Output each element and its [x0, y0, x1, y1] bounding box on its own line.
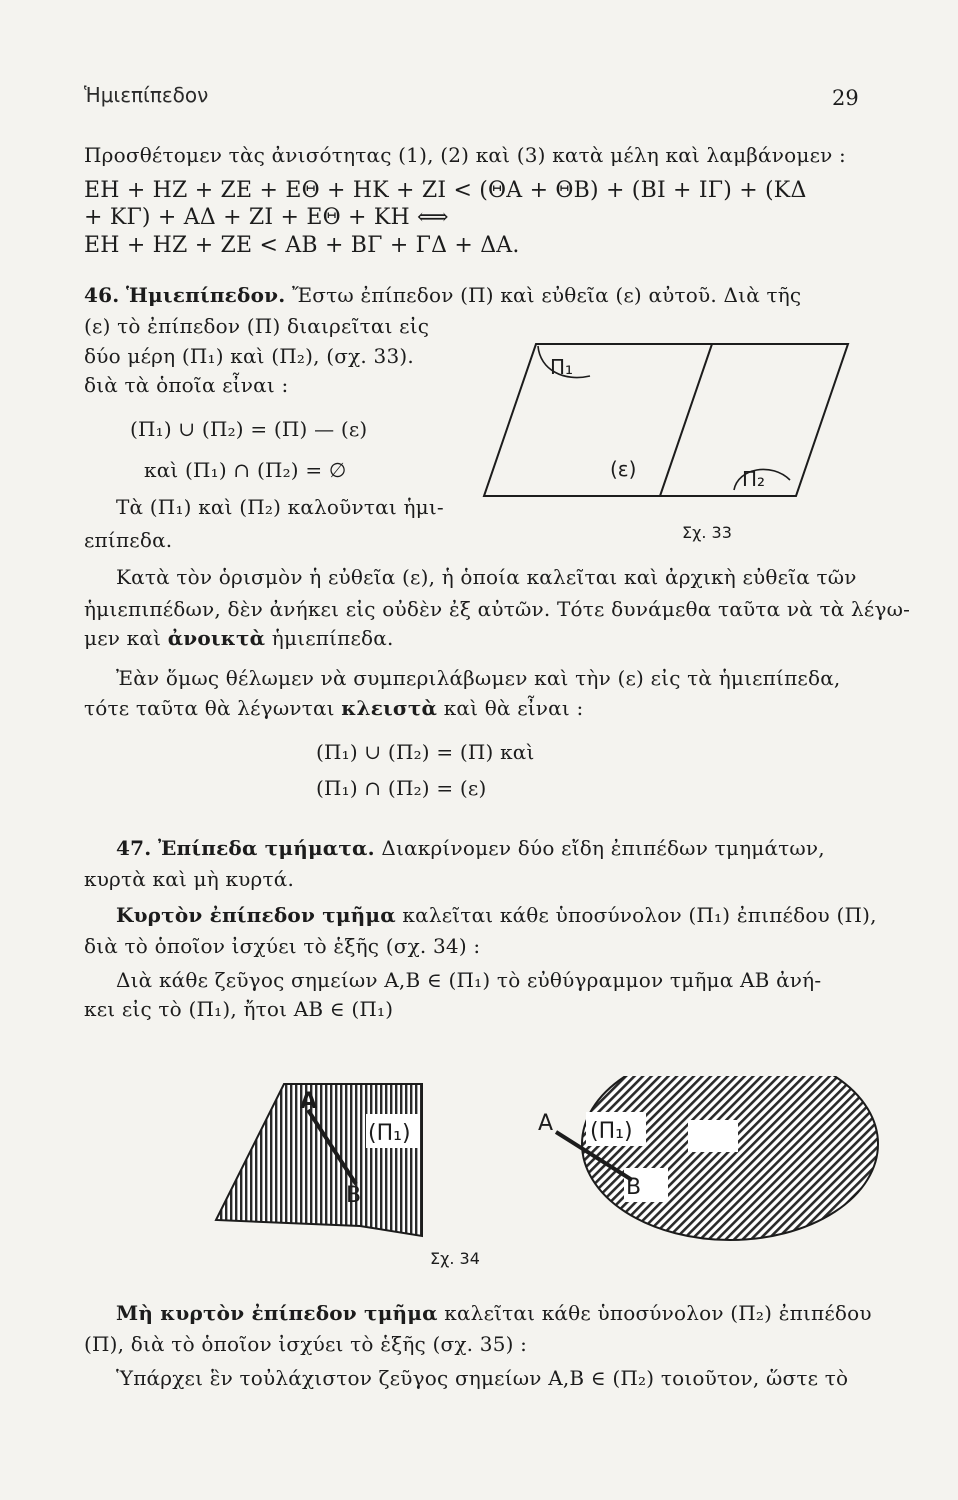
equation-union: (Π₁) ∪ (Π₂) = (Π) — (ε): [130, 417, 368, 441]
text-line-21: κει εἰς τὸ (Π₁), ἤτοι ΑΒ ∈ (Π₁): [84, 997, 394, 1021]
section-46-text: Ἔστω ἐπίπεδον (Π) καὶ εὐθεῖα (ε) αὐτοῦ. Διὰ τῆς: [291, 283, 802, 307]
ellipse-region: [582, 1076, 878, 1240]
text-line-17: κυρτὰ καὶ μὴ κυρτά.: [84, 867, 295, 891]
text-line-15-end: καὶ θὰ εἶναι :: [443, 696, 584, 720]
label-p2: Π₂: [742, 467, 766, 491]
text-line-2: ΕΗ + ΗΖ + ΖΕ + ΕΘ + ΗΚ + ΖΙ < (ΘΑ + ΘΒ) + (ΒΙ + ΙΓ) + (ΚΔ: [84, 178, 807, 203]
section-46-number: 46.: [84, 283, 120, 307]
text-line-11: Κατὰ τὸν ὁρισμὸν ἡ εὐθεῖα (ε), ἡ ὁποία καλεῖται καὶ ἀρχικὴ εὐθεῖα τῶν: [116, 565, 857, 589]
point-a-right: A: [538, 1111, 554, 1136]
label-p1: Π₁: [550, 355, 574, 379]
term-open: ἀνοικτὰ: [167, 626, 266, 650]
text-line-1: Προσθέτομεν τὰς ἀνισότητας (1), (2) καὶ (3) κατὰ μέλη καὶ λαμβάνομεν :: [84, 143, 846, 167]
point-b-left: B: [346, 1183, 362, 1208]
text-line-9: Τὰ (Π₁) καὶ (Π₂) καλοῦνται ἡμι-: [116, 495, 444, 519]
section-47-line: [116, 836, 825, 860]
point-a-left: A: [300, 1089, 318, 1114]
equation-union-closed: (Π₁) ∪ (Π₂) = (Π) καὶ: [316, 740, 535, 764]
text-line-23: (Π), διὰ τὸ ὁποῖον ἰσχύει τὸ ἑξῆς (σχ. 35) :: [84, 1332, 528, 1356]
running-header: Ἡμιεπίπεδον: [84, 83, 209, 107]
point-b-right: B: [626, 1175, 642, 1200]
text-line-13-start: μεν καὶ: [84, 626, 162, 650]
convex-region: [216, 1084, 422, 1236]
label-p1-left: (Π₁): [368, 1121, 411, 1146]
text-line-7: δύο μέρη (Π₁) καὶ (Π₂), (σχ. 33).: [84, 344, 414, 368]
text-line-24: Ὑπάρχει ἓν τοὐλάχιστον ζεῦγος σημείων Α,Β ∈ (Π₂) τοιοῦτον, ὥστε τὸ: [116, 1366, 849, 1390]
text-line-6: (ε) τὸ ἐπίπεδον (Π) διαιρεῖται εἰς: [84, 314, 430, 338]
text-line-20: Διὰ κάθε ζεῦγος σημείων Α,Β ∈ (Π₁) τὸ εὐθύγραμμον τμῆμα ΑΒ ἀνή-: [116, 968, 822, 992]
term-closed: κλειστὰ: [341, 696, 438, 720]
text-line-14: Ἐὰν ὅμως θέλωμεν νὰ συμπεριλάβωμεν καὶ τὴν (ε) εἰς τὰ ἡμιεπίπεδα,: [116, 666, 841, 690]
term-convex: Κυρτὸν ἐπίπεδον τμῆμα: [116, 903, 396, 927]
section-47-title: Ἐπίπεδα τμήματα.: [157, 836, 375, 860]
figure-34-caption: Σχ. 34: [430, 1249, 480, 1268]
section-46-title: Ἡμιεπίπεδον.: [125, 283, 286, 307]
section-47-text: Διακρίνομεν δύο εἴδη ἐπιπέδων τμημάτων,: [381, 836, 825, 860]
section-47-number: 47.: [116, 836, 152, 860]
text-line-13: [84, 626, 394, 650]
text-line-22: [116, 1301, 872, 1325]
text-line-10: επίπεδα.: [84, 528, 173, 552]
text-line-19: διὰ τὸ ὁποῖον ἰσχύει τὸ ἑξῆς (σχ. 34) :: [84, 934, 481, 958]
text-line-15: [84, 696, 583, 720]
text-line-8: διὰ τὰ ὁποῖα εἶναι :: [84, 373, 289, 397]
text-line-13-end: ἡμιεπίπεδα.: [271, 626, 394, 650]
figure-33-caption: Σχ. 33: [682, 523, 732, 542]
text-line-12: ἡμιεπιπέδων, δὲν ἀνήκει εἰς οὐδὲν ἐξ αὐτῶν. Τότε δυνάμεθα ταῦτα νὰ τὰ λέγω-: [84, 597, 911, 621]
label-bg-right-p: [688, 1120, 738, 1152]
figure-33: [476, 336, 866, 546]
text-line-4: ΕΗ + ΗΖ + ΖΕ < ΑΒ + ΒΓ + ΓΔ + ΔΑ.: [84, 233, 520, 258]
equation-intersection: καὶ (Π₁) ∩ (Π₂) = ∅: [144, 458, 347, 482]
text-line-18-rest: καλεῖται κάθε ὑποσύνολον (Π₁) ἐπιπέδου (Π),: [402, 903, 877, 927]
page-number: 29: [832, 86, 859, 110]
equation-intersection-closed: (Π₁) ∩ (Π₂) = (ε): [316, 776, 487, 800]
line-epsilon: [660, 344, 712, 496]
label-p1-right: (Π₁): [590, 1119, 633, 1144]
text-line-15-start: τότε ταῦτα θὰ λέγωνται: [84, 696, 335, 720]
text-line-22-rest: καλεῖται κάθε ὑποσύνολον (Π₂) ἐπιπέδου: [444, 1301, 872, 1325]
term-nonconvex: Μὴ κυρτὸν ἐπίπεδον τμῆμα: [116, 1301, 438, 1325]
label-epsilon: (ε): [610, 457, 637, 481]
text-line-3: + ΚΓ) + ΑΔ + ΖΙ + ΕΘ + ΚΗ ⟺: [84, 205, 449, 230]
plane-parallelogram: [484, 344, 848, 496]
text-line-18: [116, 903, 877, 927]
section-46-line: [84, 283, 801, 307]
figure-34: [200, 1076, 880, 1276]
